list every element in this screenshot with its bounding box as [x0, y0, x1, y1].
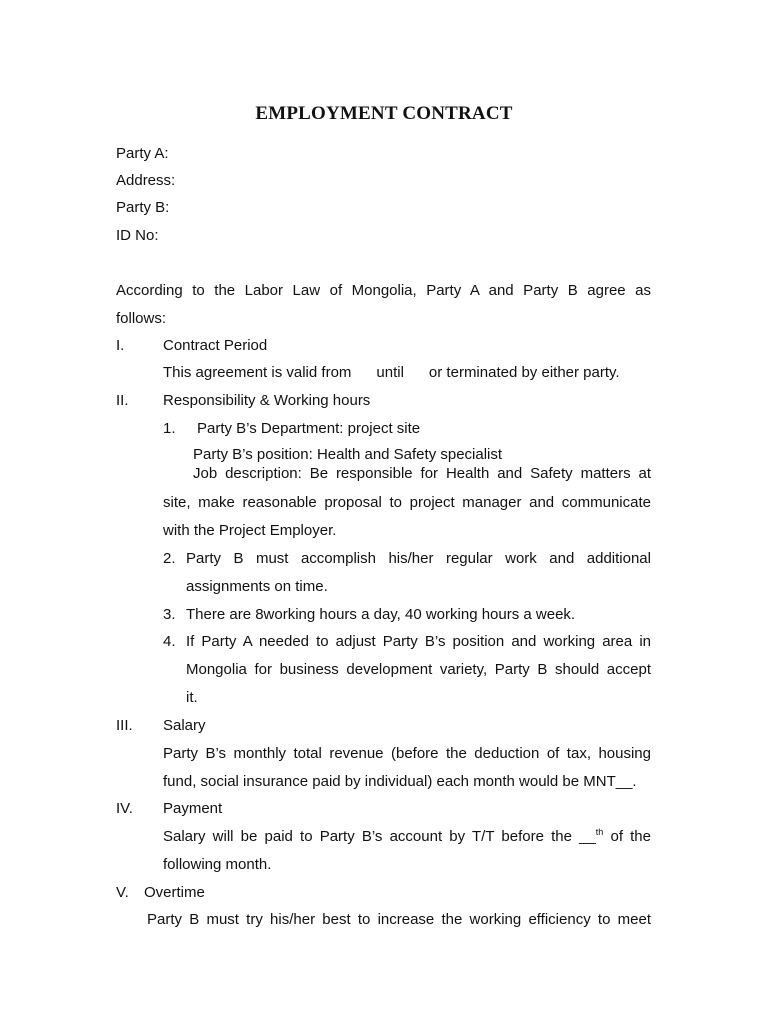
salary-line-1: Party B’s monthly total revenue (before the deduction of tax, housing: [163, 745, 651, 762]
item-2-line-2: assignments on time.: [186, 578, 328, 595]
job-description-line-1: Job description: Be responsible for Health and Safety matters at: [193, 465, 651, 482]
section-3-title: Salary: [163, 717, 206, 734]
section-3-number: III.: [116, 717, 133, 734]
job-description-line-3: with the Project Employer.: [163, 522, 337, 539]
section-1-number: I.: [116, 337, 125, 354]
section-1-title: Contract Period: [163, 337, 268, 354]
overtime-line-1: Party B must try his/her best to increase the working efficiency to meet: [147, 911, 651, 928]
section-2-title: Responsibility & Working hours: [163, 392, 371, 409]
section-2-number: II.: [116, 392, 129, 409]
item-4-line-3: it.: [186, 689, 198, 706]
section-5-title: Overtime: [144, 884, 205, 901]
document-title: EMPLOYMENT CONTRACT: [255, 103, 513, 124]
item-2-number: 2.: [163, 550, 176, 567]
field-id-no: ID No:: [116, 227, 159, 244]
item-1-number: 1.: [163, 420, 176, 437]
item-4-number: 4.: [163, 633, 176, 650]
item-1-text: Party B’s Department: project site: [197, 420, 421, 437]
item-4-line-1: If Party A needed to adjust Party B’s position and working area in: [186, 633, 651, 650]
section-4-title: Payment: [163, 800, 223, 817]
item-4-line-2: Mongolia for business development variety, Party B should accept: [186, 661, 651, 678]
salary-line-2: fund, social insurance paid by individual) each month would be MNT__.: [163, 773, 637, 790]
payment-line-1: Salary will be paid to Party B’s account by T/T before the __$^{th}$ of the: [163, 827, 651, 845]
intro-line-2: follows:: [116, 310, 167, 327]
item-3-text: There are 8working hours a day, 40 working hours a week.: [186, 606, 576, 623]
section-1-text: This agreement is valid from until or terminated by either party.: [163, 364, 620, 381]
payment-line-2: following month.: [163, 856, 272, 873]
item-2-line-1: Party B must accomplish his/her regular work and additional: [186, 550, 651, 567]
job-description-line-2: site, make reasonable proposal to project manager and communicate: [163, 494, 651, 511]
field-party-b: Party B:: [116, 199, 170, 216]
section-5-number: V.: [116, 884, 129, 901]
field-party-a: Party A:: [116, 145, 169, 162]
position-line: Party B’s position: Health and Safety specialist: [193, 446, 503, 463]
section-4-number: IV.: [116, 800, 133, 817]
field-address: Address:: [116, 172, 176, 189]
intro-line-1: According to the Labor Law of Mongolia, Party A and Party B agree as: [116, 282, 651, 299]
item-3-number: 3.: [163, 606, 176, 623]
